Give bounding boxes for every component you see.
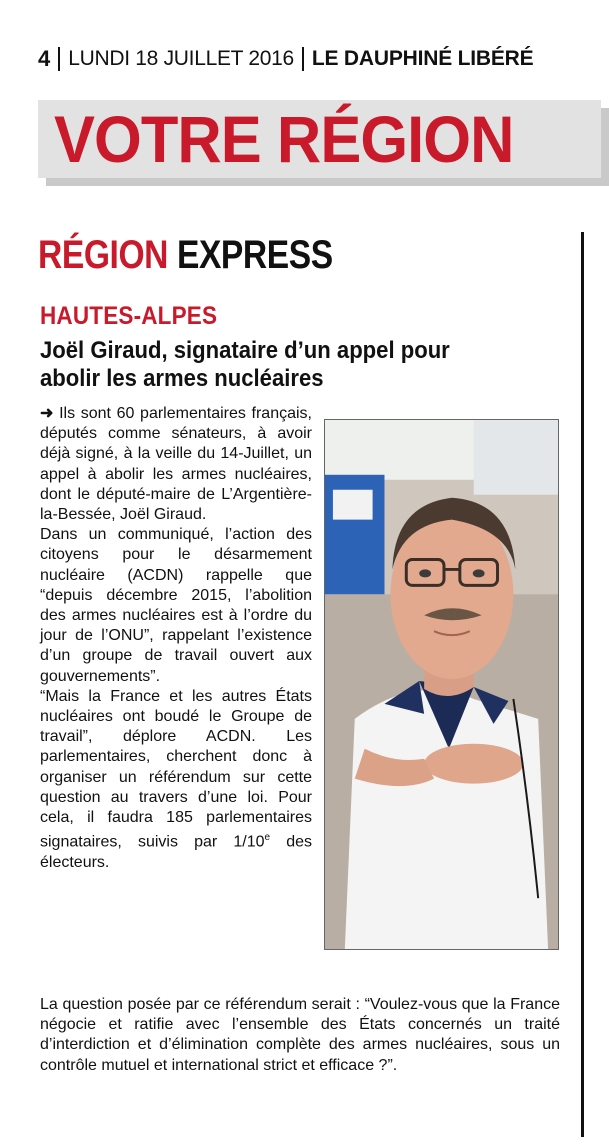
section-title: [38, 232, 333, 278]
article-headline: Joël Giraud, signataire d’un appel pour abolir les armes nucléaires: [40, 337, 450, 392]
section-banner: [38, 100, 601, 178]
banner-title: VOTRE RÉGION: [54, 102, 514, 176]
arrow-icon: ➜: [40, 405, 54, 422]
paragraph-2: Dans un communiqué, l’action des citoyens pour le désarmement nucléaire (ACDN) rappelle que “depuis décembre 2015, l’abolition des armes nucléaires est à l’ordre du jour de l’ONU”, rappelant l’existence d’un groupe de travail ouvert aux gouvernements”.: [40, 526, 312, 685]
superscript-e: e: [264, 832, 271, 844]
article-photo: [324, 419, 559, 950]
page-number: 4: [38, 46, 51, 71]
paragraph-4: La question posée par ce référendum serait : “Voulez-vous que la France négocie et ratifie avec l’ensemble des États concernés un traité d’interdiction et d’élimination complète des armes nucléaires, sous un contrôle mutuel et international strict et efficace ?”.: [40, 996, 560, 1074]
article-body-column: [40, 404, 312, 873]
section-title-black: EXPRESS: [176, 233, 333, 277]
article-kicker: HAUTES-ALPES: [40, 302, 218, 330]
newspaper-name: LE DAUPHINÉ LIBÉRÉ: [311, 47, 534, 70]
page-header: [38, 44, 598, 74]
header-separator: [302, 47, 304, 71]
article-body-full: [40, 995, 560, 1076]
paragraph-1: ➜ Ils sont 60 parlementaires français, députés comme sénateurs, à avoir déjà signé, à la veille du 14-Juillet, un appel à abolir les armes nucléaires, dont le député-maire de L’Argentière-la-Bessée, Joël Giraud.: [40, 405, 312, 524]
header-separator: [58, 47, 60, 71]
paragraph-3: “Mais la France et les autres États nucléaires ont boudé le Groupe de travail”, déplore ACDN. Les parlementaires, cherchent donc à organiser un référendum sur cette question au travers d’une loi. Pour cela, il faudra 185 parlementaires signataires, suivis par 1/10e des électeurs.: [40, 687, 312, 871]
issue-date: LUNDI 18 JUILLET 2016: [68, 47, 294, 70]
section-title-red: RÉGION: [38, 233, 169, 277]
column-rule: [581, 232, 584, 1137]
